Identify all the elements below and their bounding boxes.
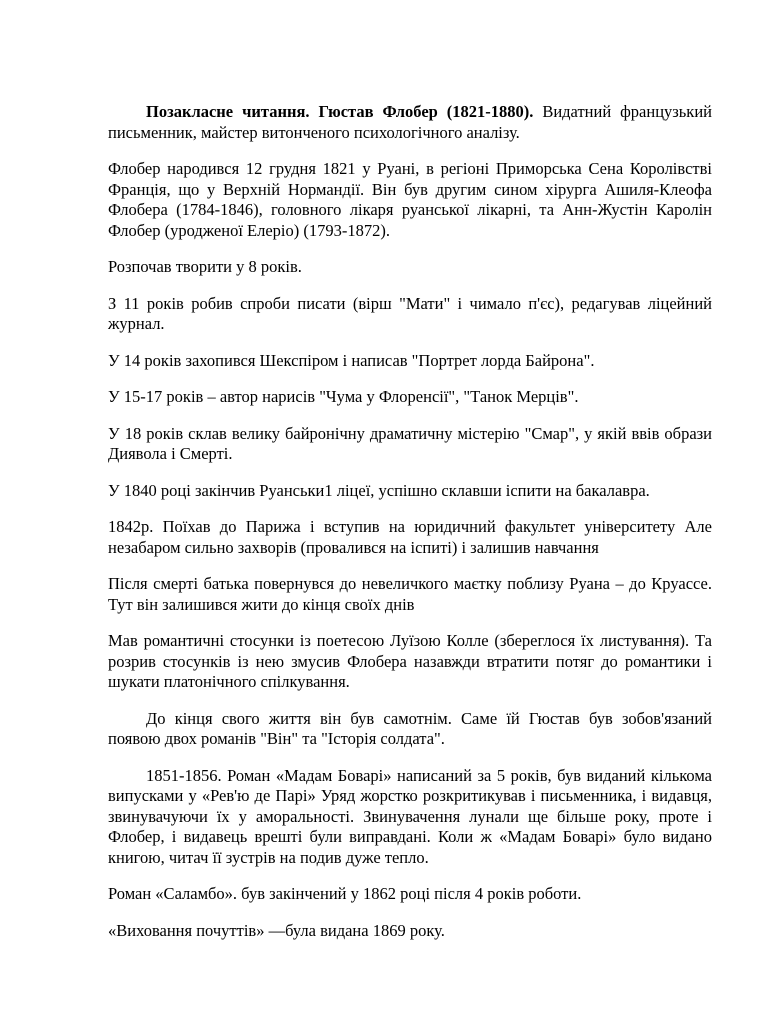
paragraph-age-11: З 11 років робив спроби писати (вірш "Мати" і чимало п'єс), редагував ліцейний журнал. — [108, 293, 712, 333]
paragraph-lonely: До кінця свого життя він був самотнім. Саме їй Гюстав був зобов'язаний появою двох романів "Він" та "Історія солдата". — [108, 708, 712, 748]
intro-text: Видатний французький письменник, майстер витонченого психологічного аналізу. — [108, 102, 712, 142]
paragraph-age-15-17: У 15-17 років – автор нарисів "Чума у Флоренсії", "Танок Мерців". — [108, 387, 579, 406]
paragraph-birth: Флобер народився 12 грудня 1821 у Руані, в регіоні Приморська Сена Королівстві Франція, що у Верхній Нормандії. Він був другим сином хірурга Ашиля-Клеофа Флобера (1784-1846), головного лікаря руанської лікарні, та Анн-Жустін Каролін Флобер (уродженої Елеріо) (1793-1872). — [108, 159, 712, 240]
paragraph-start-writing: Розпочав творити у 8 років. — [108, 257, 302, 276]
intro-paragraph — [108, 102, 712, 143]
paragraph-louise-colet: Мав романтичні стосунки із поетесою Луїзою Колле (збереглося їх листування). Та розрив стосунків із нею змусив Флобера назавжди втратити потяг до романтики і шукати платонічного спілкування. — [108, 631, 712, 691]
paragraph-1842: 1842р. Поїхав до Парижа і вступив на юридичний факультет університету Але незабаром сильно захворів (провалився на іспиті) і залишив навчання — [108, 517, 712, 557]
paragraph-salammbo: Роман «Саламбо». був закінчений у 1862 році після 4 років роботи. — [108, 884, 582, 903]
intro-heading: Позакласне читання. Гюстав Флобер (1821-1880). — [146, 102, 534, 121]
document-page — [108, 102, 712, 957]
paragraph-age-14: У 14 років захопився Шекспіром і написав "Портрет лорда Байрона". — [108, 350, 595, 370]
paragraph-croisset: Після смерті батька повернувся до невеличкого маєтку поблизу Руана – до Круассе. Тут він залишився жити до кінця своїх днів — [108, 574, 712, 614]
paragraph-sentimental-education: «Виховання почуттів» —була видана 1869 року. — [108, 920, 445, 940]
paragraph-madame-bovary: 1851-1856. Роман «Мадам Боварі» написаний за 5 років, був виданий кількома випусками у «Рев'ю де Парі» Уряд жорстко розкритикував і письменника, і видавця, звинувачуючи їх у аморальності. Звинувачення лунали ще більше року, проте і Флобер, і видавець врешті були виправдані. Коли ж «Мадам Боварі» було видано книгою, читач її зустрів на подив дуже тепло. — [108, 765, 712, 867]
paragraph-age-18: У 18 років склав велику байронічну драматичну містерію "Смар", у якій ввів образи Диявола і Смерті. — [108, 423, 712, 463]
paragraph-1840: У 1840 році закінчив Руанськи1 ліцеї, успішно склавши іспити на бакалавра. — [108, 480, 650, 500]
